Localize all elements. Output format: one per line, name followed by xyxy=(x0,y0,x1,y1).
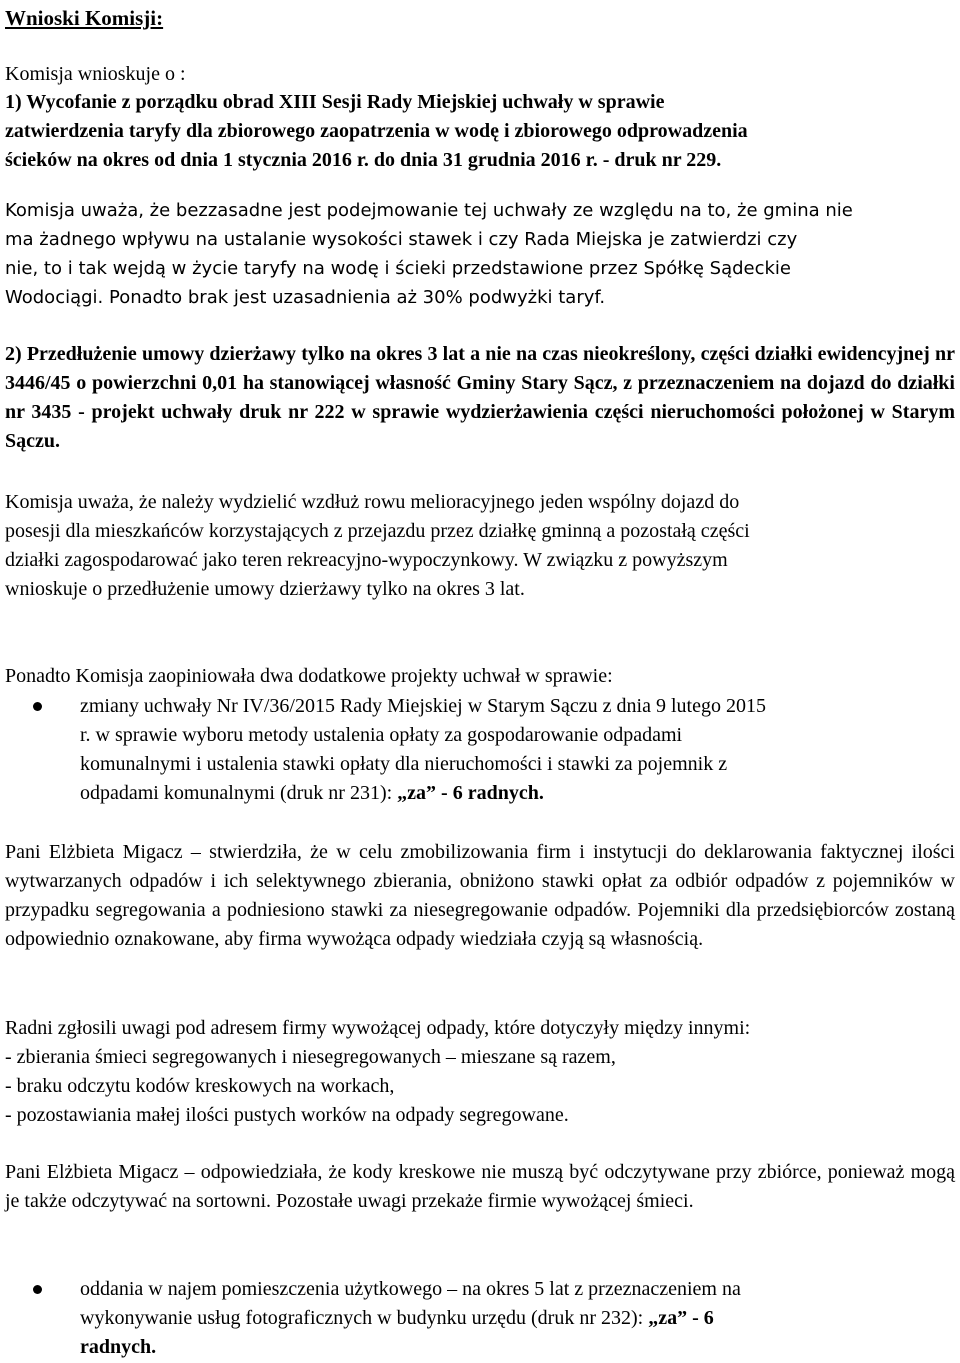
bullet-icon xyxy=(33,1285,42,1294)
bullet2-line: radnych. xyxy=(80,1336,157,1358)
bullet1-last-line xyxy=(80,779,955,808)
migacz-statement-1: Pani Elżbieta Migacz – stwierdziła, że w celu zmobilizowania firm i instytucji do deklarowania faktycznej ilości wytwarzanych odpadów i ich selektywnego zbierania, obniżono stawki opłat za odbiór odpadów z pojemników w przypadku segregowania a podniesiono stawki za niesegregowanie odpadów. Pojemniki dla przedsiębiorców zostaną odpowiednio oznakowane, aby firma wywożąca odpady wiedziała czyją są własnością. xyxy=(5,841,955,950)
bullet1-line: r. w sprawie wyboru metody ustalenia opłaty za gospodarowanie odpadami xyxy=(80,724,683,746)
bullet1-line: komunalnymi i ustalenia stawki opłaty dla nieruchomości i stawki za pojemnik z xyxy=(80,753,728,775)
bullet-list-1 xyxy=(5,692,955,808)
item1-comment xyxy=(5,196,955,312)
item1-title-line: 1) Wycofanie z porządku obrad XIII Sesji Rady Miejskiej uchwały w sprawie xyxy=(5,91,665,113)
list-item xyxy=(5,1275,955,1362)
bullet1-last-plain: odpadami komunalnymi (druk nr 231): xyxy=(80,782,398,804)
bullet2-line xyxy=(80,1304,955,1333)
radni-point: - braku odczytu kodów kreskowych na workach, xyxy=(5,1075,395,1097)
radni-remarks xyxy=(5,1014,955,1130)
item1-title xyxy=(5,88,955,175)
list-item xyxy=(5,692,955,808)
item1-title-line: ścieków na okres od dnia 1 stycznia 2016 r. do dnia 31 grudnia 2016 r. - druk nr 229. xyxy=(5,149,722,171)
item1-title-line: zatwierdzenia taryfy dla zbiorowego zaopatrzenia w wodę i zbiorowego odprowadzenia xyxy=(5,120,748,142)
item2-comment xyxy=(5,488,955,604)
migacz-statement-2: Pani Elżbieta Migacz – odpowiedziała, że kody kreskowe nie muszą być odczytywane przy zbiórce, ponieważ mogą je także odczytywać na sortowni. Pozostałe uwagi przekaże firmie wywożącej śmieci. xyxy=(5,1161,955,1212)
item1-comment-line: ma żadnego wpływu na ustalanie wysokości stawek i czy Rada Miejska je zatwierdzi czy xyxy=(5,229,798,250)
item2-comment-line: Komisja uważa, że należy wydzielić wzdłuż rowu melioracyjnego jeden wspólny dojazd do xyxy=(5,491,740,513)
item2-comment-line: działki zagospodarować jako teren rekreacyjno-wypoczynkowy. W związku z powyższym xyxy=(5,549,728,571)
section-heading: Wnioski Komisji: xyxy=(5,6,164,30)
radni-intro: Radni zgłosili uwagi pod adresem firmy wywożącej odpady, które dotyczyły między innymi: xyxy=(5,1017,751,1039)
radni-point: - zbierania śmieci segregowanych i niesegregowanych – mieszane są razem, xyxy=(5,1046,616,1068)
bullet1-vote-result: „za” - 6 radnych. xyxy=(397,782,544,804)
bullet2-plain: wykonywanie usług fotograficznych w budynku urzędu (druk nr 232): xyxy=(80,1307,649,1329)
item2-title: 2) Przedłużenie umowy dzierżawy tylko na okres 3 lat a nie na czas nieokreślony, części działki ewidencyjnej nr 3446/45 o powierzchni 0,01 ha stanowiącej własność Gminy Stary Sącz, z przeznaczeniem na dojazd do działki nr 3435 - projekt uchwały druk nr 222 w sprawie wydzierżawienia części nieruchomości położonej w Starym Sączu. xyxy=(5,343,955,452)
bullet-icon xyxy=(33,702,42,711)
item2-comment-line: wnioskuje o przedłużenie umowy dzierżawy tylko na okres 3 lat. xyxy=(5,578,525,600)
item1-comment-line: Komisja uważa, że bezzasadne jest podejmowanie tej uchwały ze względu na to, że gmina nie xyxy=(5,200,853,221)
bullet1-line: zmiany uchwały Nr IV/36/2015 Rady Miejskiej w Starym Sączu z dnia 9 lutego 2015 xyxy=(80,695,766,717)
item1-comment-line: Wodociągi. Ponadto brak jest uzasadnienia aż 30% podwyżki taryf. xyxy=(5,287,606,308)
intro-text: Komisja wnioskuje o : xyxy=(5,63,186,85)
additional-intro: Ponadto Komisja zaopiniowała dwa dodatkowe projekty uchwał w sprawie: xyxy=(5,665,613,687)
radni-point: - pozostawiania małej ilości pustych worków na odpady segregowane. xyxy=(5,1104,569,1126)
item2-comment-line: posesji dla mieszkańców korzystających z przejazdu przez działkę gminną a pozostałą części xyxy=(5,520,750,542)
bullet-list-2 xyxy=(5,1275,955,1362)
item1-comment-line: nie, to i tak wejdą w życie taryfy na wodę i ścieki przedstawione przez Spółkę Sądeckie xyxy=(5,258,792,279)
bullet2-vote-result: „za” - 6 xyxy=(648,1307,714,1329)
bullet2-line: oddania w najem pomieszczenia użytkowego – na okres 5 lat z przeznaczeniem na xyxy=(80,1278,741,1300)
